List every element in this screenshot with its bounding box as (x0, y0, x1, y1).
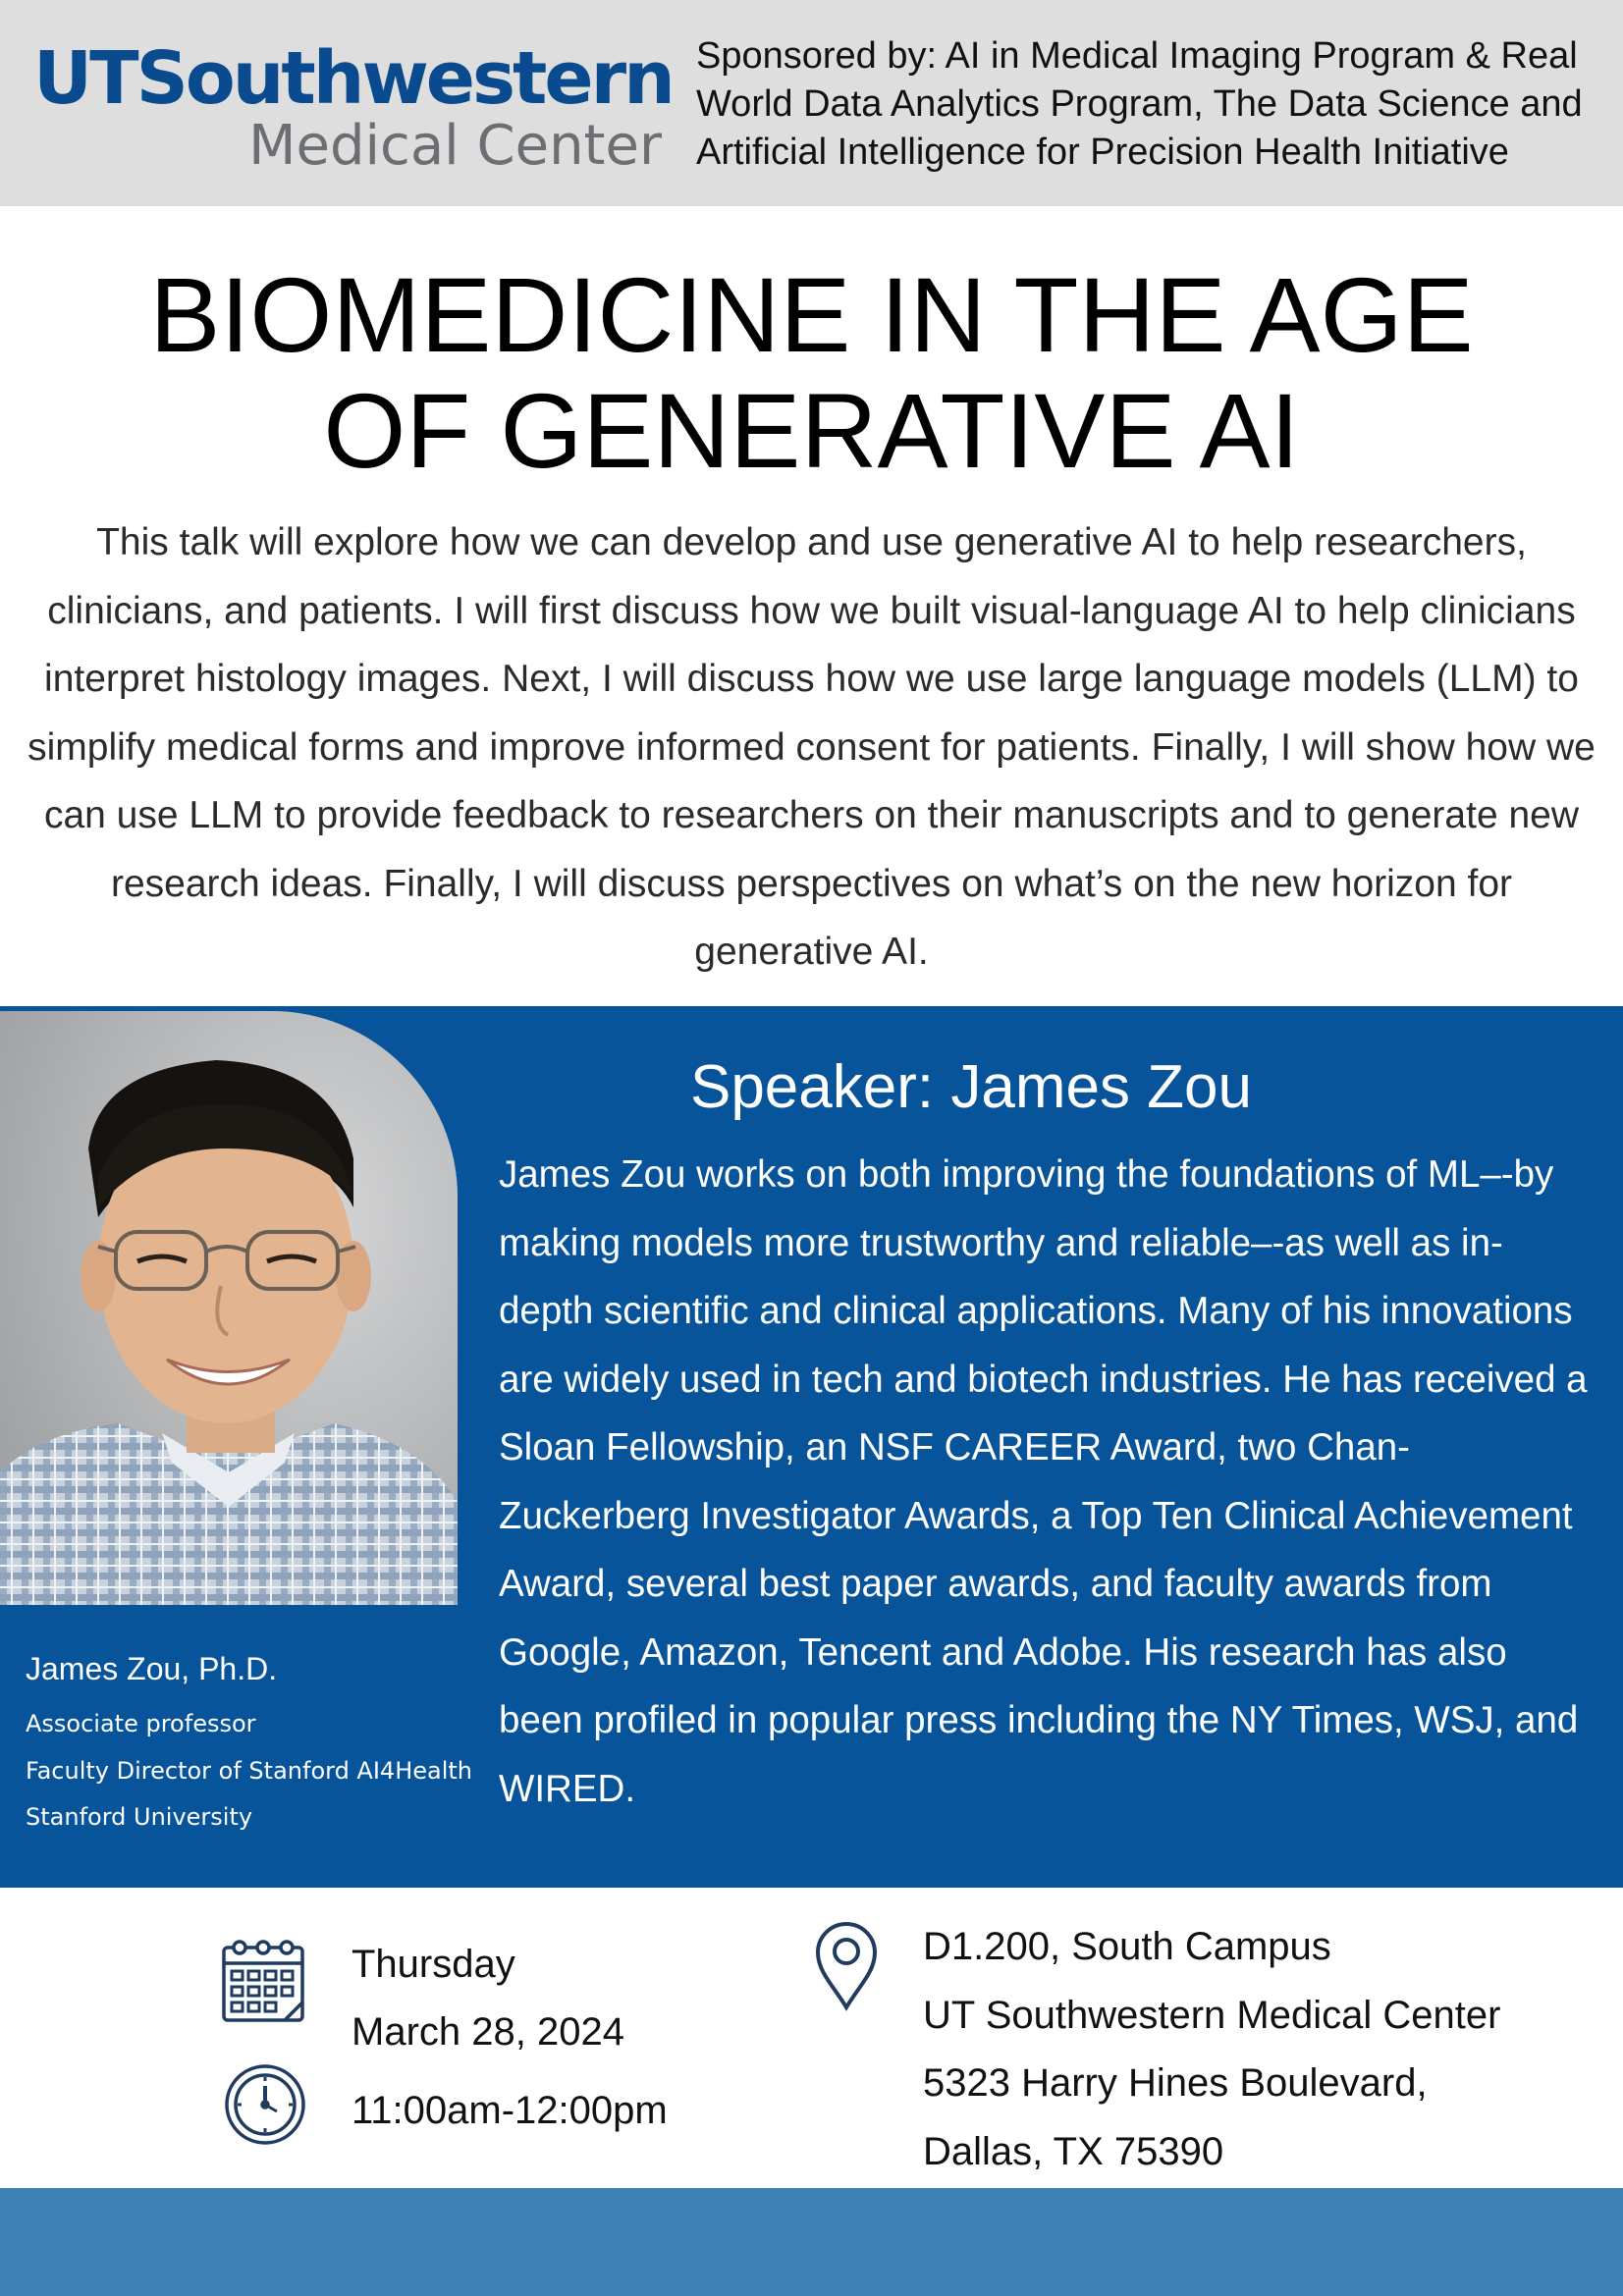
speaker-affiliation: Stanford University (26, 1803, 253, 1831)
location-institution: UT Southwestern Medical Center (923, 1994, 1501, 2037)
speaker-heading: Speaker: James Zou (689, 1053, 1253, 1121)
speaker-title-2: Faculty Director of Stanford AI4Health (26, 1757, 473, 1785)
utsw-logo (33, 36, 673, 179)
sponsor-text: Sponsored by: AI in Medical Imaging Program & Real World Data Analytics Program, The Data Science and Artificial Intelligence for Precision Health Initiative (696, 35, 1583, 173)
logo-wordmark: UTSouthwestern (33, 36, 673, 121)
speaker-name: James Zou, Ph.D. (26, 1651, 278, 1686)
speaker-title-1: Associate professor (26, 1710, 256, 1737)
location-street: 5323 Harry Hines Boulevard, (923, 2061, 1428, 2105)
talk-abstract: This talk will explore how we can develop and use generative AI to help researchers, clinicians, and patients. I will first discuss how we built visual-language AI to help clinicians interpret histology images. Next, I will discuss how we use large language models (LLM) to simplify medical forms and improve informed consent for patients. Finally, I will show how we can use LLM to provide feedback to researchers on their manuscripts and to generate new research ideas. Finally, I will discuss perspectives on what’s on the new horizon for generative AI. (27, 521, 1596, 973)
location-room: D1.200, South Campus (923, 1925, 1331, 1968)
logo-subtitle: Medical Center (248, 114, 662, 178)
event-day: Thursday (352, 1943, 515, 1986)
calendar-icon (220, 1936, 310, 2026)
clock-icon (223, 2062, 307, 2147)
title-line-1: BIOMEDICINE IN THE AGE (149, 255, 1474, 374)
event-title (39, 257, 1584, 489)
title-line-2: OF GENERATIVE AI (323, 371, 1300, 490)
location-city: Dallas, TX 75390 (923, 2130, 1224, 2173)
speaker-photo (0, 1011, 458, 1605)
speaker-bio: James Zou works on both improving the foundations of ML–-by making models more trustworthy and reliable–-as well as in-depth scientific and clinical applications. Many of his innovations are widely used in tech and biotech industries. He has received a Sloan Fellowship, an NSF CAREER Award, two Chan-Zuckerberg Investigator Awards, a Top Ten Clinical Achievement Award, several best paper awards, and faculty awards from Google, Amazon, Tencent and Adobe. His research has also been profiled in popular press including the NY Times, WSJ, and WIRED. (499, 1153, 1588, 1810)
footer-band (0, 2188, 1623, 2296)
event-time: 11:00am-12:00pm (352, 2089, 668, 2132)
location-pin-icon (814, 1921, 879, 2011)
event-date: March 28, 2024 (352, 2010, 624, 2054)
